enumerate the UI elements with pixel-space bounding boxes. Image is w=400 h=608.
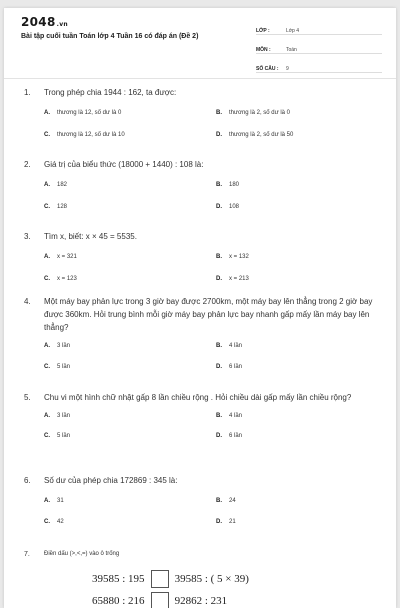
question-text: Số dư của phép chia 172869 : 345 là: <box>44 476 178 485</box>
meta-class: LỚP : Lớp 4 <box>256 19 382 35</box>
option-c[interactable]: C. 5 lần <box>44 433 71 439</box>
meta-subject: MÔN : Toán <box>256 38 382 54</box>
answer-options <box>44 243 384 283</box>
answer-options <box>44 334 384 374</box>
option-d[interactable]: D. 108 <box>216 204 240 210</box>
compare-row-2 <box>92 592 227 608</box>
option-d[interactable]: D. x = 213 <box>216 276 249 282</box>
option-b[interactable]: B. 24 <box>216 498 236 504</box>
answer-box[interactable] <box>151 592 169 608</box>
option-a[interactable]: A. x = 321 <box>44 254 77 260</box>
option-c[interactable]: C. thương là 12, số dư là 10 <box>44 132 125 138</box>
option-b[interactable]: B. 4 lần <box>216 343 243 349</box>
worksheet-meta <box>256 19 382 76</box>
compare-row-1 <box>92 570 249 588</box>
compare-left: 65880 : 216 <box>92 595 145 607</box>
option-c[interactable]: C. 128 <box>44 204 68 210</box>
option-a[interactable]: A. thương là 12, số dư là 0 <box>44 110 122 116</box>
compare-right: 92862 : 231 <box>174 595 228 607</box>
option-d[interactable]: D. 21 <box>216 519 236 525</box>
question-6 <box>24 474 384 527</box>
question-text: Chu vi một hình chữ nhật gấp 8 lần chiều rộng . Hỏi chiều dài gấp mấy lần chiều rộng? <box>44 393 352 402</box>
option-c[interactable]: C. x = 123 <box>44 276 77 282</box>
question-3 <box>24 230 384 283</box>
option-c[interactable]: C. 5 lần <box>44 364 71 370</box>
question-number: 2. <box>24 160 31 169</box>
question-number: 1. <box>24 88 31 97</box>
question-text: Trong phép chia 1944 : 162, ta được: <box>44 88 177 97</box>
answer-box[interactable] <box>151 570 169 588</box>
option-a[interactable]: A. 182 <box>44 182 68 188</box>
question-2 <box>24 158 384 211</box>
header-divider <box>4 78 396 79</box>
answer-options <box>44 487 384 527</box>
worksheet-title: Bài tập cuối tuần Toán lớp 4 Tuần 16 có đáp án (Đề 2) <box>21 33 199 40</box>
option-c[interactable]: C. 42 <box>44 519 64 525</box>
question-5 <box>24 391 384 444</box>
question-text: Điền dấu (>,<,=) vào ô trống <box>44 551 120 557</box>
answer-options <box>44 171 384 211</box>
compare-left: 39585 : 195 <box>92 573 145 585</box>
option-b[interactable]: B. 180 <box>216 182 240 188</box>
meta-question-count: SỐ CÂU : 9 <box>256 57 382 73</box>
question-number: 6. <box>24 476 31 485</box>
option-d[interactable]: D. 6 lần <box>216 433 243 439</box>
option-a[interactable]: A. 31 <box>44 498 64 504</box>
question-text: Tìm x, biết: x × 45 = 5535. <box>44 232 137 241</box>
question-text: Một máy bay phản lực trong 3 giờ bay được 2700km, một máy bay lên thẳng trong 2 giờ bay được 360km. Hỏi trung bình mỗi giờ máy bay phản lực bay nhanh gấp mấy lần máy bay lên thẳng? <box>44 297 373 332</box>
question-text: Giá trị của biểu thức (18000 + 1440) : 108 là: <box>44 160 204 169</box>
compare-right: 39585 : ( 5 × 39) <box>174 573 249 585</box>
question-number: 5. <box>24 393 31 402</box>
option-b[interactable]: B. 4 lần <box>216 413 243 419</box>
option-b[interactable]: B. thương là 2, số dư là 0 <box>216 110 291 116</box>
option-d[interactable]: D. 6 lần <box>216 364 243 370</box>
option-a[interactable]: A. 3 lần <box>44 343 71 349</box>
question-number: 4. <box>24 297 31 306</box>
answer-options <box>44 404 384 444</box>
question-1 <box>24 86 384 139</box>
question-4 <box>24 295 384 374</box>
worksheet-header <box>4 8 396 70</box>
question-7 <box>24 548 384 561</box>
option-b[interactable]: B. x = 132 <box>216 254 249 260</box>
site-logo[interactable]: 2048.vn <box>21 15 68 29</box>
question-number: 3. <box>24 232 31 241</box>
option-a[interactable]: A. 3 lần <box>44 413 71 419</box>
question-number: 7. <box>24 551 30 558</box>
worksheet-page <box>4 8 396 608</box>
option-d[interactable]: D. thương là 2, số dư là 50 <box>216 132 294 138</box>
answer-options <box>44 99 384 139</box>
